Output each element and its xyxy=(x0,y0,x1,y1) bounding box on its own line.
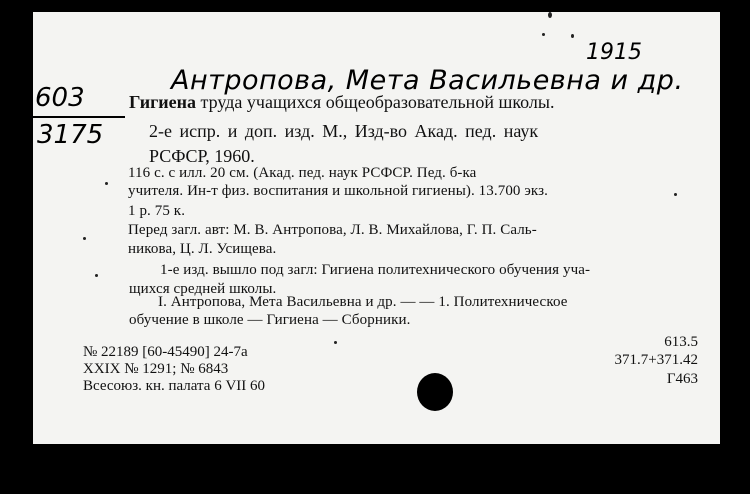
tracing-line-2: обучение в школе — Гигиена — Сборники. xyxy=(129,312,411,328)
description-line-1: 116 с. с илл. 20 см. (Акад. пед. наук РСФСР. Пед. б-ка xyxy=(128,165,477,181)
book-title xyxy=(129,92,554,113)
speck xyxy=(542,33,545,36)
edition-line-2: РСФСР, 1960. xyxy=(149,146,255,166)
author-mark: Г463 xyxy=(666,371,698,387)
udc-class: 613.5 xyxy=(664,334,698,350)
speck xyxy=(95,274,98,277)
speck xyxy=(83,237,86,240)
tracing-line-1: I. Антропова, Мета Васильевна и др. — — 1. Политехническое xyxy=(158,294,568,310)
chamber-stamp: Всесоюз. кн. палата 6 VII 60 xyxy=(83,378,266,394)
speck xyxy=(571,34,574,38)
note-line-1: 1-е изд. вышло под загл: Гигиена политехнического обучения уча- xyxy=(160,262,591,278)
bbk-class: 371.7+371.42 xyxy=(614,352,698,368)
description-line-2: учителя. Ин-т физ. воспитания и школьной гигиены). 13.700 экз. xyxy=(128,183,548,199)
shelf-underline xyxy=(33,116,125,118)
handwritten-shelf-number-1: 603 xyxy=(35,83,85,113)
speck xyxy=(105,182,108,185)
title-rest: труда учащихся общеобразовательной школы. xyxy=(196,92,555,112)
edition-line: 2-е испр. и доп. изд. М., Изд-во Акад. пед. наук xyxy=(149,121,539,141)
title-heading-word: Гигиена xyxy=(129,92,197,112)
speck xyxy=(548,12,552,18)
speck xyxy=(334,341,337,344)
handwritten-shelf-number-2: 3175 xyxy=(37,120,104,150)
authors-line-2: никова, Ц. Л. Усищева. xyxy=(128,241,277,257)
note-line-2: щихся средней школы. xyxy=(129,281,277,297)
authors-line-1: Перед загл. авт: М. В. Антропова, Л. В. Михайлова, Г. П. Саль- xyxy=(128,222,537,238)
record-number: № 22189 [60-45490] 24-7а xyxy=(83,344,248,360)
register-number: XXIX № 1291; № 6843 xyxy=(83,361,229,377)
punch-hole xyxy=(417,373,453,411)
description-line-3: 1 р. 75 к. xyxy=(128,203,186,219)
handwritten-author: Антропова, Мета Васильевна и др. xyxy=(171,65,684,96)
catalog-card xyxy=(33,12,720,444)
speck xyxy=(674,193,677,196)
handwritten-year: 1915 xyxy=(586,40,642,65)
